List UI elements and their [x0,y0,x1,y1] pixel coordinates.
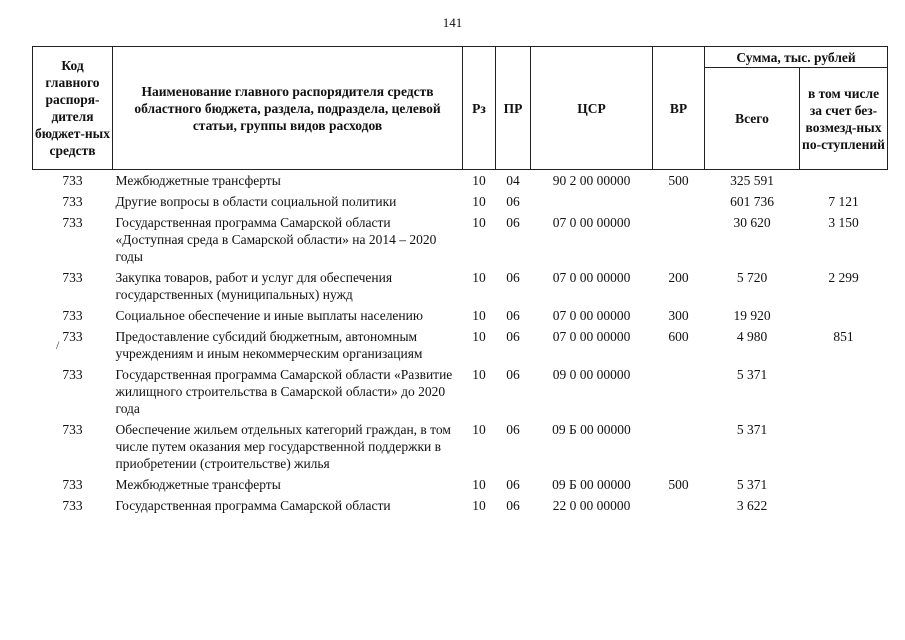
cell-csr: 07 0 00 00000 [552,215,631,230]
header-free-receipts: в том числе за счет без-возмезд-ных по-ступлений [800,68,888,170]
cell-total: 19 920 [733,308,771,323]
cell-vr: 500 [668,173,689,188]
cell-pr: 06 [506,498,520,513]
header-pr: ПР [496,47,531,170]
cell-pr: 06 [506,215,520,230]
cell-rz: 10 [472,329,486,344]
cell-name: Государственная программа Самарской области [115,498,391,513]
cell-total: 601 736 [730,194,774,209]
cell-pr: 06 [506,308,520,323]
cell-free-receipts [800,364,888,419]
header-name: Наименование главного распорядителя средств областного бюджета, раздела, подраздела, целевой статьи, группы видов расходов [113,47,463,170]
cell-free-receipts [800,419,888,474]
table-row [33,191,888,212]
header-total: Всего [705,68,800,170]
cell-total: 30 620 [733,215,771,230]
cell-code: 733 [62,270,83,285]
cell-rz: 10 [472,194,486,209]
cell-vr: 500 [668,477,689,492]
cell-code: 733 [62,308,83,323]
budget-table [32,46,888,516]
stray-mark-icon: / [56,338,60,352]
cell-total: 4 980 [736,329,768,344]
cell-pr: 06 [506,270,520,285]
cell-name: Социальное обеспечение и иные выплаты населению [115,308,423,323]
cell-csr: 22 0 00 00000 [552,498,631,513]
table-row [33,474,888,495]
cell-total: 325 591 [730,173,774,188]
header-csr: ЦСР [531,47,653,170]
cell-code: 733 [62,329,83,344]
cell-code: 733 [62,173,83,188]
cell-name: Обеспечение жильем отдельных категорий граждан, в том числе путем оказания мер государственной поддержки в приобретении (строительстве) жилья [115,422,451,471]
cell-vr [653,419,705,474]
cell-vr: 300 [668,308,689,323]
cell-name: Межбюджетные трансферты [115,477,281,492]
cell-free-receipts [800,495,888,516]
cell-pr: 06 [506,194,520,209]
cell-free-receipts [800,474,888,495]
cell-pr: 06 [506,367,520,382]
cell-code: 733 [62,477,83,492]
cell-code: 733 [62,194,83,209]
cell-name: Государственная программа Самарской области «Доступная среда в Самарской области» на 2014 – 2020 годы [115,215,437,264]
cell-rz: 10 [472,215,486,230]
cell-name: Межбюджетные трансферты [115,173,281,188]
cell-free-receipts [800,305,888,326]
cell-pr: 06 [506,329,520,344]
table-row [33,495,888,516]
cell-vr [653,495,705,516]
cell-rz: 10 [472,173,486,188]
cell-name: Государственная программа Самарской области «Развитие жилищного строительства в Самарской области» до 2020 года [115,367,453,416]
table-row [33,170,888,192]
cell-code: 733 [62,498,83,513]
cell-csr: 09 Б 00 00000 [552,477,631,492]
table-row [33,305,888,326]
cell-total: 5 720 [736,270,768,285]
cell-csr: 09 Б 00 00000 [552,422,631,437]
cell-rz: 10 [472,477,486,492]
cell-name: Другие вопросы в области социальной политики [115,194,397,209]
cell-csr: 90 2 00 00000 [552,173,631,188]
header-code: Код главного распоря-дителя бюджет-ных средств [33,47,113,170]
cell-csr [531,191,653,212]
cell-csr: 07 0 00 00000 [552,329,631,344]
cell-vr [653,212,705,267]
cell-rz: 10 [472,422,486,437]
cell-vr: 200 [668,270,689,285]
cell-free-receipts [800,170,888,192]
cell-free-receipts: 2 299 [828,270,859,285]
cell-vr [653,191,705,212]
cell-free-receipts: 7 121 [828,194,859,209]
cell-pr: 04 [506,173,520,188]
cell-csr: 09 0 00 00000 [552,367,631,382]
table-body [33,170,888,517]
cell-total: 5 371 [736,477,768,492]
cell-rz: 10 [472,498,486,513]
header-sum-group: Сумма, тыс. рублей [705,47,888,68]
cell-rz: 10 [472,270,486,285]
cell-total: 5 371 [736,367,768,382]
table-row [33,212,888,267]
cell-name: Предоставление субсидий бюджетным, автономным учреждениям и иным некоммерческим организациям [115,329,423,361]
cell-code: 733 [62,422,83,437]
table-row [33,364,888,419]
cell-name: Закупка товаров, работ и услуг для обеспечения государственных (муниципальных) нужд [115,270,393,302]
cell-rz: 10 [472,308,486,323]
cell-vr: 600 [668,329,689,344]
cell-csr: 07 0 00 00000 [552,270,631,285]
cell-code: 733 [62,215,83,230]
table-header [33,47,888,170]
cell-total: 3 622 [736,498,768,513]
table-row [33,267,888,305]
cell-code: 733 [62,367,83,382]
table-row [33,419,888,474]
header-rz: Рз [463,47,496,170]
cell-free-receipts: 3 150 [828,215,859,230]
cell-free-receipts: 851 [833,329,854,344]
cell-pr: 06 [506,422,520,437]
cell-pr: 06 [506,477,520,492]
header-vr: ВР [653,47,705,170]
cell-vr [653,364,705,419]
table-row [33,326,888,364]
cell-total: 5 371 [736,422,768,437]
page-number: 141 [442,15,463,30]
cell-rz: 10 [472,367,486,382]
cell-csr: 07 0 00 00000 [552,308,631,323]
